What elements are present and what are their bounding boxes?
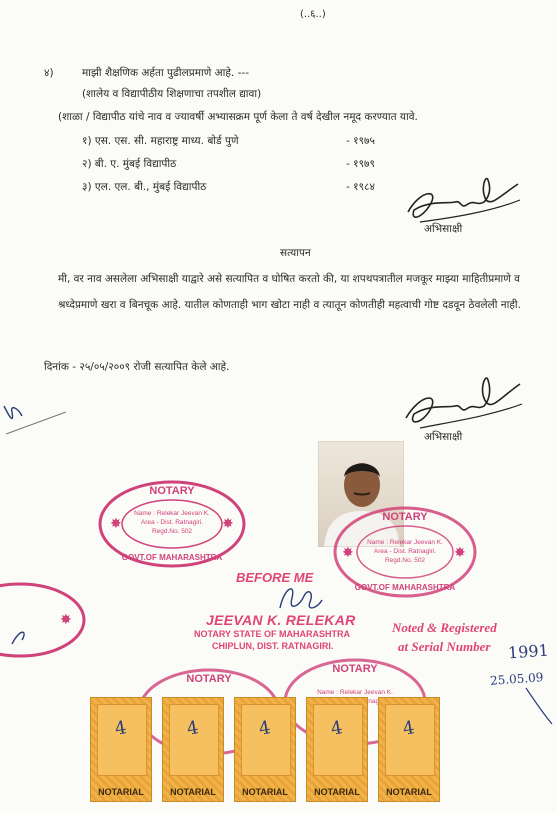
seal-area: Area - Dist. Ratnagiri.: [373, 548, 437, 555]
seal-regd: Regd.No. 502: [151, 528, 193, 535]
degree-name: ३) एल. एल. बी., मुंबई विद्यापीठ: [82, 181, 207, 193]
seal-title: NOTARY: [186, 673, 232, 685]
notary-state-line: NOTARY STATE OF MAHARASHTRA: [194, 629, 350, 639]
svg-text:✸: ✸: [454, 545, 466, 561]
stamp-label: NOTARIAL: [170, 787, 216, 797]
stamp-handwritten-value: 4: [185, 717, 201, 740]
notary-name: JEEVAN K. RELEKAR: [206, 612, 356, 628]
notary-place-line: CHIPLUN, DIST. RATNAGIRI.: [212, 641, 334, 651]
notary-seal: [96, 478, 248, 570]
stamp-handwritten-value: 4: [401, 717, 417, 740]
seal-govt: GOVT.OF MAHARASHTRA: [354, 583, 456, 592]
stamp-handwritten-value: 4: [329, 717, 345, 740]
seal-name: Name : Relekar Jeevan K.: [134, 510, 210, 517]
signature-label: अभिसाक्षी: [424, 223, 463, 235]
registration-serial: 1991: [507, 640, 550, 663]
seal-name: Name : Relekar Jeevan K.: [367, 539, 443, 546]
notarial-stamp: [234, 697, 296, 802]
registration-line-1: Noted & Registered: [392, 620, 497, 635]
stamp-label: NOTARIAL: [98, 787, 144, 797]
stamp-label: NOTARIAL: [242, 787, 288, 797]
page-number: (..६..): [300, 9, 326, 20]
degree-name: १) एस. एस. सी. महाराष्ट्र माध्य. बोर्ड पुणे: [82, 135, 239, 147]
seal-title: NOTARY: [149, 485, 195, 497]
seal-regd: Regd.No. 502: [384, 557, 426, 564]
degree-name: २) बी. ए. मुंबई विद्यापीठ: [82, 158, 177, 170]
notary-seal-partial: [0, 580, 90, 660]
signature-1: [400, 160, 530, 230]
section-number: ४): [44, 67, 54, 79]
seal-area: Area - Dist. Ratnagiri.: [140, 519, 204, 526]
svg-text:✸: ✸: [60, 612, 72, 628]
before-me-label: BEFORE ME: [236, 570, 314, 585]
notarial-stamp: [162, 697, 224, 802]
seal-area: Ratnagiri.: [358, 698, 387, 705]
notarial-stamp: [306, 697, 368, 802]
degree-year: - १९७५: [346, 135, 375, 147]
seal-title: NOTARY: [382, 511, 428, 523]
notarial-stamp: [90, 697, 152, 802]
verification-date: दिनांक - २५/०५/२००९ रोजी सत्यापित केले आहे.: [44, 361, 230, 373]
verification-heading: सत्यापन: [280, 247, 311, 259]
degree-year: - १९८४: [346, 181, 375, 193]
qualification-instruction-2: (शाळा / विद्यापीठ यांचे नाव व ज्यावर्षी अभ्यासक्रम पूर्ण केला ते वर्ष देखील नमूद करण्यात यावे.: [58, 111, 418, 123]
signature-label: अभिसाक्षी: [424, 431, 463, 443]
verification-paragraph: मी, वर नाव असलेला अभिसाक्षी याद्वारे असे सत्यापित व घोषित करतो की, या शपथपत्रातील मजकूर माझ्या माहितीप्रमाणे व श्रध्देप्रमाणे खरा व बिनचूक आहे. यातील कोणताही भाग खोटा नाही व त्यातून कोणतीही महत्वाची गोष्ट दडवून ठेवलेली नाही.: [58, 273, 521, 311]
degree-year: - १९७९: [346, 158, 375, 170]
seal-name: Name : Relekar Jeevan K.: [317, 689, 393, 696]
registration-line-2: at Serial Number: [398, 639, 491, 654]
stamp-handwritten-value: 4: [257, 717, 273, 740]
stamp-handwritten-value: 4: [113, 717, 129, 740]
margin-stroke: [520, 686, 556, 726]
seal-govt: GOVT.OF MAHARASHTRA: [121, 553, 223, 562]
seal-title: NOTARY: [332, 663, 378, 675]
notary-seal: [330, 502, 480, 602]
stamp-label: NOTARIAL: [314, 787, 360, 797]
svg-text:✸: ✸: [342, 545, 354, 561]
notarial-stamp: [378, 697, 440, 802]
qualification-intro: माझी शैक्षणिक अर्हता पुढीलप्रमाणे आहे. ---: [82, 67, 249, 79]
margin-initials-mark: [0, 398, 70, 438]
stamp-label: NOTARIAL: [386, 787, 432, 797]
registration-date: 25.05.09: [489, 670, 544, 688]
qualification-instruction-1: (शालेय व विद्यापीठीय शिक्षणाचा तपशील द्यावा): [82, 88, 262, 100]
signature-2: [398, 362, 528, 437]
svg-text:✸: ✸: [222, 516, 234, 532]
svg-text:✸: ✸: [110, 516, 122, 532]
